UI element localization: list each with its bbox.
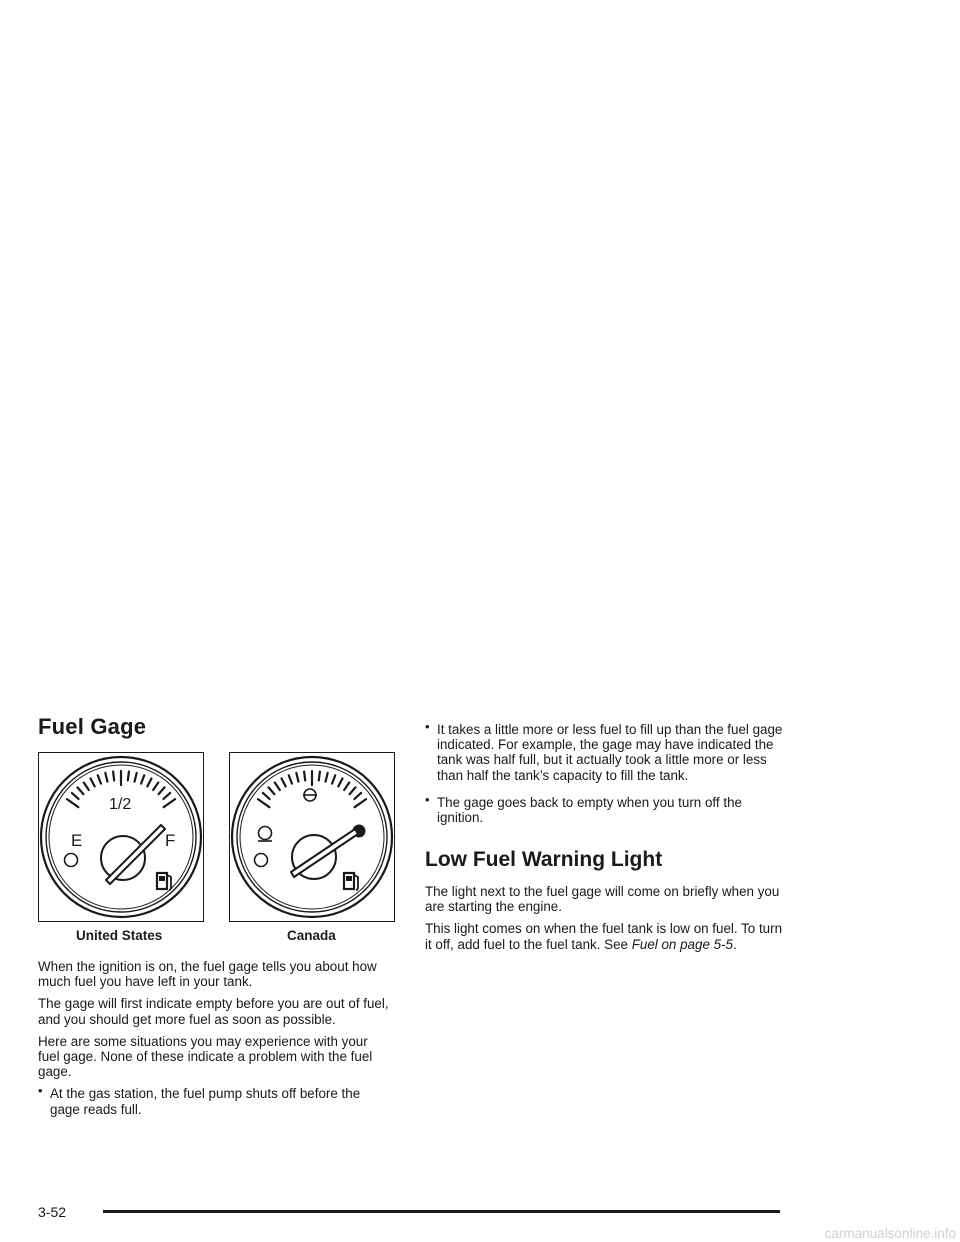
fuel-gauge-canada-dial — [230, 753, 394, 921]
low-fuel-light-icon — [65, 854, 78, 867]
list-item — [425, 719, 787, 783]
low-fuel-light-icon — [255, 854, 268, 867]
footer-rule — [103, 1210, 780, 1213]
paragraph — [425, 921, 787, 951]
bullet-icon: • — [425, 791, 430, 807]
list-item — [425, 791, 787, 826]
page-number: 3-52 — [38, 1204, 67, 1220]
fuel-gauge-us-dial — [39, 753, 203, 921]
cross-reference-link[interactable]: Fuel on page 5-5 — [631, 936, 733, 952]
low-fuel-body — [425, 884, 787, 959]
label-empty: E — [71, 831, 83, 850]
scale-tick — [304, 771, 305, 780]
needle-hub — [101, 836, 145, 880]
paragraph: The light next to the fuel gage will come on briefly when you are starting the engine. — [425, 884, 780, 915]
label-half: 1/2 — [109, 796, 132, 813]
paragraph: Here are some situations you may experience with your fuel gage. None of these indicate a problem with the fuel gage. — [38, 1033, 373, 1080]
list-item-text: At the gas station, the fuel pump shuts off before the gage reads full. — [50, 1086, 361, 1117]
fuel-gauge-canada-figure — [229, 752, 395, 922]
caption-united-states: United States — [76, 928, 163, 943]
label-full: F — [165, 831, 176, 850]
scale-tick — [128, 771, 129, 780]
fuel-gage-body-right — [425, 719, 787, 826]
fuel-gauge-us-figure — [38, 752, 204, 922]
paragraph: The gage will first indicate empty before you are out of fuel, and you should get more fuel as soon as possible. — [38, 996, 389, 1027]
section-title-low-fuel-warning-light: Low Fuel Warning Light — [425, 848, 663, 871]
empty-mark-icon — [259, 827, 272, 840]
list-item — [38, 1083, 390, 1117]
bullet-icon: • — [38, 1083, 43, 1099]
paragraph-text: This light comes on when the fuel tank is low on fuel. To turn it off, add fuel to the fuel tank. See — [425, 921, 783, 952]
paragraph: When the ignition is on, the fuel gage tells you about how much fuel you have left in your tank. — [38, 959, 377, 990]
watermark: carmanualsonline.info — [824, 1226, 956, 1241]
bullet-icon: • — [425, 719, 430, 734]
paragraph-end: . — [732, 936, 737, 952]
fuel-gage-body-left — [38, 959, 390, 1124]
caption-canada: Canada — [287, 928, 336, 943]
scale-tick — [319, 771, 320, 780]
scale-tick — [113, 771, 114, 780]
list-item-text: The gage goes back to empty when you turn off the ignition. — [437, 794, 742, 826]
list-item-text: It takes a little more or less fuel to fill up than the fuel gage indicated. For example, the gage may have indicated the tank was half full, but it actually took a little more or less than half the tank’s capacity to fill the tank. — [437, 722, 783, 783]
section-title-fuel-gage: Fuel Gage — [38, 714, 147, 739]
